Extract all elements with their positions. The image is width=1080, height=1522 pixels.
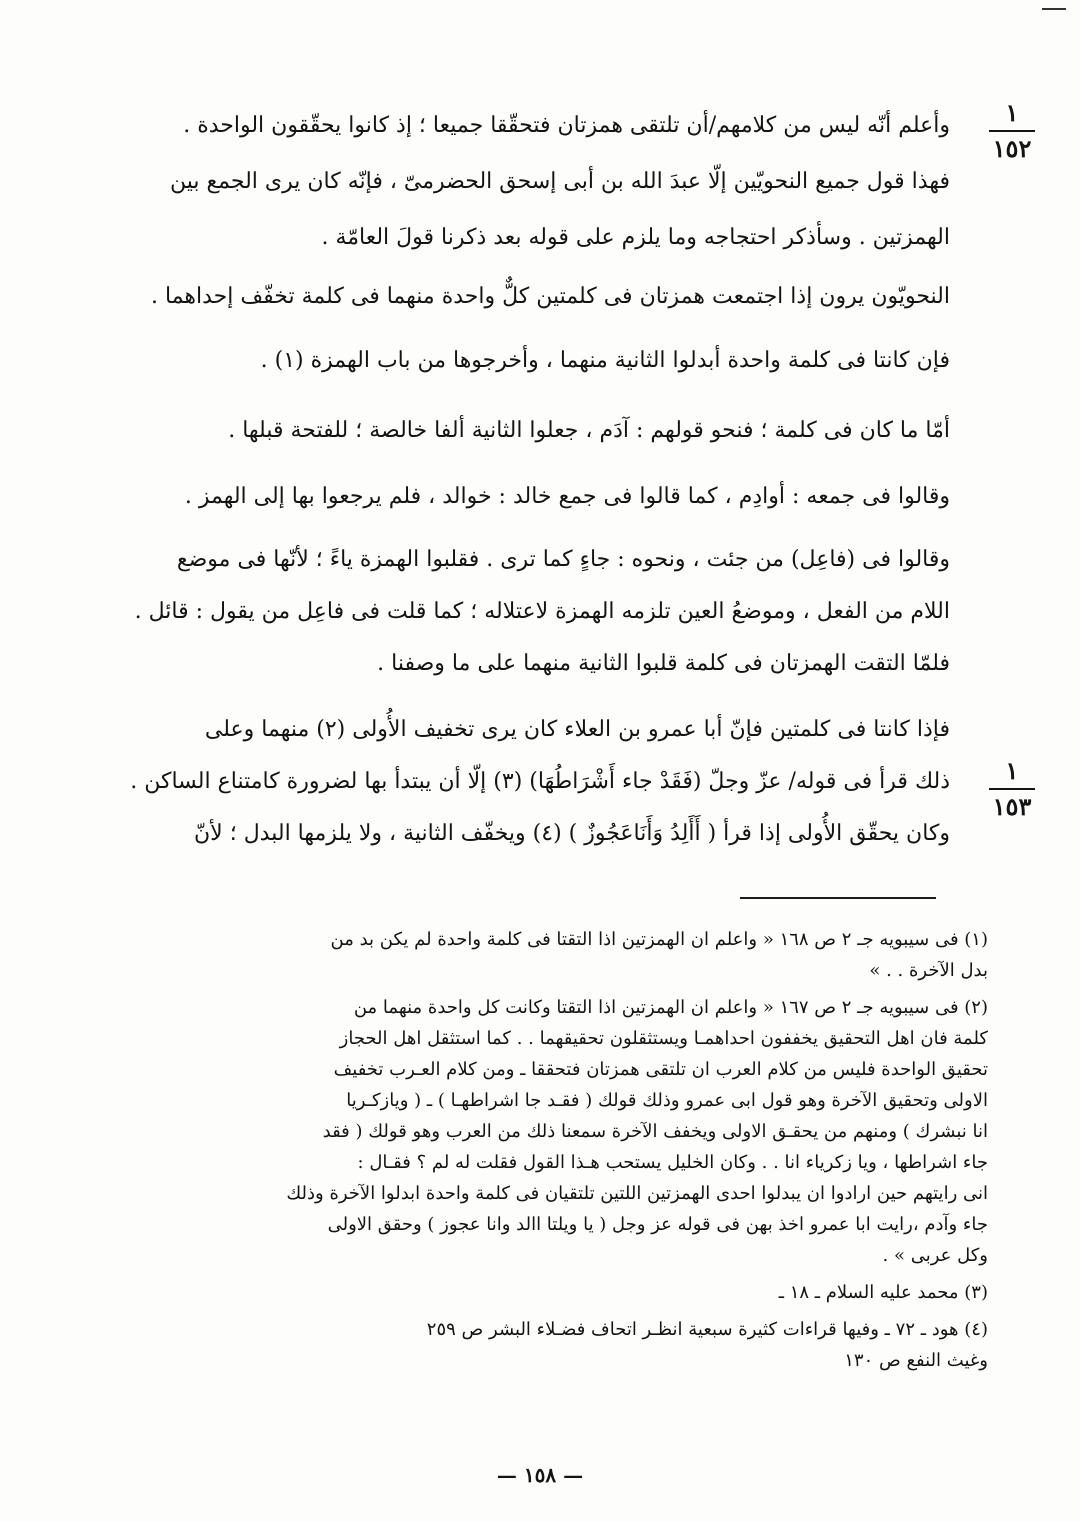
text-line: اللام من الفعل ، وموضعُ العين تلزمه الهمزة لاعتلاله ؛ كما قلت فى فاعِل من يقول : قائل . bbox=[134, 599, 950, 624]
margin-ref-bar bbox=[989, 130, 1035, 132]
text-line: فإن كانتا فى كلمة واحدة أبدلوا الثانية منهما ، وأخرجوها من باب الهمزة (١) . bbox=[260, 348, 950, 373]
footnote-line: (١) فى سيبويه جـ ٢ ص ١٦٨ « واعلم ان الهمزتين اذا التقتا فى كلمة واحدة لم يكن بد من bbox=[330, 929, 988, 950]
footnote-3 bbox=[86, 1277, 988, 1308]
margin-ref-bottom: ١٥٢ bbox=[992, 134, 1032, 164]
footnote-line: (٢) فى سيبويه جـ ٢ ص ١٦٧ « واعلم ان الهمزتين اذا التقتا وكانت كل واحدة منهما من bbox=[353, 997, 988, 1018]
footnote-line: وكل عربى » . bbox=[882, 1245, 988, 1266]
paragraph-5 bbox=[88, 472, 950, 522]
text-line: فإذا كانتا فى كلمتين فإنّ أبا عمرو بن العلاء كان يرى تخفيف الأُولى (٢) منهما وعلى bbox=[204, 717, 950, 742]
footnote-2 bbox=[86, 992, 988, 1271]
footnote-4 bbox=[86, 1314, 988, 1376]
text-line: فلمّا التقت الهمزتان فى كلمة قلبوا الثانية منهما على ما وصفنا . bbox=[377, 651, 950, 676]
margin-ref-bar bbox=[989, 788, 1035, 790]
text-line: ذلك قرأ فى قوله/ عزّ وجلّ (فَقَدْ جاء أَشْرَاطُهَا) (٣) إلّا أن يبتدأ بها لضرورة كامتناع الساكن . bbox=[130, 769, 950, 794]
footnote-line: جاء اشراطها ، ويا زكرياء انا . . وكان الخليل يستحب هـذا القول فقلت له لم ؟ فقـال : bbox=[357, 1152, 988, 1173]
paragraph-4 bbox=[88, 406, 950, 456]
paragraph-3 bbox=[88, 336, 950, 386]
margin-page-ref-2 bbox=[982, 758, 1042, 821]
footnotes bbox=[86, 924, 988, 1382]
margin-ref-top: ١ bbox=[1005, 98, 1019, 127]
text-line: الهمزتين . وسأذكر احتجاجه وما يلزم على قوله بعد ذكرنا قولَ العامّة . bbox=[321, 225, 950, 250]
margin-ref-bottom: ١٥٣ bbox=[992, 792, 1032, 822]
paragraph-6 bbox=[88, 534, 950, 690]
corner-mark bbox=[1042, 8, 1066, 10]
footnote-line: بدل الآخرة . . » bbox=[869, 960, 988, 981]
text-line: وقالوا فى جمعه : أوادِم ، كما قالوا فى جمع خالد : خوالد ، فلم يرجعوا بها إلى الهمز . bbox=[184, 484, 950, 509]
text-line: فهذا قول جميع النحويّين إلّا عبدَ الله بن أبى إسحق الحضرمىّ ، فإنّه كان يرى الجمع بين bbox=[169, 169, 950, 194]
text-line: وأعلم أنّه ليس من كلامهم/أن تلتقى همزتان فتحقّقا جميعا ؛ إذ كانوا يحقّقون الواحدة . bbox=[183, 113, 950, 138]
footnote-line: انى رايتهم حين ارادوا ان يبدلوا احدى الهمزتين اللتين تلتقيان فى كلمة واحدة ابدلوا الآخرة وذلك bbox=[286, 1183, 988, 1204]
text-line: وقالوا فى (فاعِل) من جئت ، ونحوه : جاءٍ كما ترى . فقلبوا الهمزة ياءً ؛ لأنّها فى موضع bbox=[176, 547, 950, 572]
paragraph-1 bbox=[88, 98, 950, 266]
footnote-line: الاولى وتحقيق الآخرة وهو قول ابى عمرو وذلك قولك ( فقـد جا اشراطهـا ) ـ ( ويازكـريا bbox=[346, 1090, 988, 1111]
margin-page-ref-1 bbox=[982, 100, 1042, 163]
paragraph-7 bbox=[88, 704, 950, 860]
footnote-1 bbox=[86, 924, 988, 986]
footnote-line: (٤) هود ـ ٧٢ ـ وفيها قراءات كثيرة سبعية انظـر اتحاف فضـلاء البشر ص ٢٥٩ bbox=[426, 1319, 988, 1340]
paragraph-2 bbox=[88, 272, 950, 322]
text-line: وكان يحقّق الأُولى إذا قرأ ( أَأَلِدُ وَأَنَاعَجُوزٌ ) (٤) ويخفّف الثانية ، ولا يلزمها البدل ؛ لأنّ bbox=[194, 821, 950, 846]
footnote-separator bbox=[740, 897, 936, 899]
page-number: — ١٥٨ — bbox=[496, 1463, 584, 1487]
footnote-line: انا نبشرك ) ومنهم من يحقـق الاولى ويخفف الآخرة سمعنا ذلك من العرب وهو قولك ( فقد bbox=[322, 1121, 988, 1142]
text-line: أمّا ما كان فى كلمة ؛ فنحو قولهم : آدَم ، جعلوا الثانية ألفا خالصة ؛ للفتحة قبلها . bbox=[228, 418, 950, 443]
footnote-line: كلمة فان اهل التحقيق يخففون احداهمـا ويستثقلون تحقيقهما . . كما استثقل اهل الحجاز bbox=[339, 1028, 988, 1049]
footnote-line: (٣) محمد عليه السلام ـ ١٨ ـ bbox=[778, 1282, 988, 1303]
footnote-line: تحقيق الواحدة فليس من كلام العرب ان تلتقى همزتان فتحققا ـ ومن كلام العـرب تخفيف bbox=[333, 1059, 988, 1080]
text-line: النحويّون يرون إذا اجتمعت همزتان فى كلمتين كلٌّ واحدة منهما فى كلمة تخفّف إحداهما . bbox=[151, 284, 950, 309]
footnote-line: وغيث النفع ص ١٣٠ bbox=[844, 1350, 988, 1371]
footnote-line: جاء وآدم ،رايت ابا عمرو اخذ بهن فى قوله عز وجل ( يا ويلتا االد وانا عجوز ) وحقق الاولى bbox=[327, 1214, 988, 1235]
margin-ref-top: ١ bbox=[1005, 756, 1019, 785]
